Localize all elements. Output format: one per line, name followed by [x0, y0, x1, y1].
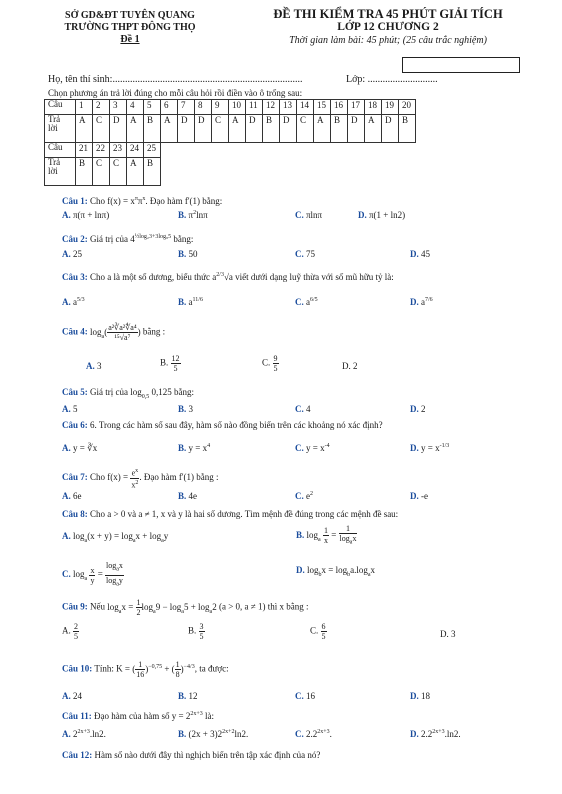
option-text: (2x + 3)2: [188, 729, 223, 739]
option-text: 4e: [188, 491, 198, 501]
question-8: [62, 509, 398, 519]
question-number: 9: [212, 100, 229, 115]
question-11: Câu 11: Đạo hàm của hàm số $y = 2^{2x+3}$ là:: [62, 711, 214, 721]
option-letter: B.: [178, 729, 187, 739]
option-c[interactable]: C. $e^2$: [295, 491, 313, 501]
option-a[interactable]: [62, 729, 106, 739]
option-a[interactable]: [62, 491, 82, 501]
option-letter: D.: [410, 249, 419, 259]
math-expression: $\log_{0,5} 0,125$: [130, 387, 172, 400]
math-expression: $2^{2x+3}$: [73, 729, 90, 739]
answer-cell[interactable]: A: [314, 115, 331, 143]
question-text: Cho f(x) =: [90, 472, 129, 483]
row-label: Câu: [45, 143, 76, 158]
question-label: Câu 5:: [62, 387, 88, 397]
option-text: 5: [73, 404, 78, 414]
department-name: SỞ GD&ĐT TUYÊN QUANG: [65, 10, 195, 21]
question-number: 4: [127, 100, 144, 115]
fraction-numerator: 9: [273, 354, 278, 363]
option-text: -e: [421, 491, 428, 501]
answer-cell[interactable]: D: [195, 115, 212, 143]
option-letter: A.: [62, 531, 71, 541]
student-info[interactable]: [48, 74, 528, 85]
question-2: [62, 234, 193, 244]
question-4: [62, 323, 165, 342]
answer-cell[interactable]: B: [331, 115, 348, 143]
option-letter: C.: [295, 249, 304, 259]
option-text: 2: [353, 361, 358, 371]
math-expression: $\log_a$( $\frac{\text{a²∛a²∜a⁴}}{\text{¹⁵√a⁷}}$ ): [90, 323, 141, 342]
exam-title: ĐỀ THI KIỂM TRA 45 PHÚT GIẢI TÍCH: [273, 7, 503, 21]
option-text: 25: [73, 249, 82, 259]
question-text: Hàm số nào dưới đây thì nghịch biến trên tập xác định của nó?: [94, 750, 321, 760]
option-text: y = ∛x: [73, 443, 98, 453]
question-10: [62, 660, 229, 679]
question-number: 13: [280, 100, 297, 115]
option-letter: B.: [178, 691, 187, 701]
option-d[interactable]: [342, 361, 358, 371]
answer-cell[interactable]: A: [365, 115, 382, 143]
option-b[interactable]: [178, 249, 198, 259]
option-letter: B.: [296, 529, 305, 540]
question-number: 14: [297, 100, 314, 115]
math-expression: $4^{\frac{1}{2}log_23+3log_85}$: [130, 234, 172, 244]
option-a[interactable]: [62, 210, 109, 220]
fraction-denominator: 5: [199, 632, 204, 641]
question-5: [62, 387, 194, 400]
header-left: [30, 10, 230, 46]
option-d[interactable]: [410, 297, 433, 307]
math-expression: $\log_a$ $\frac{x}{y}$ = $\frac{\log_ax}{\log_ay}$: [73, 561, 123, 588]
fraction-numerator: 3: [199, 622, 204, 631]
answer-cell[interactable]: B: [263, 115, 280, 143]
option-text: y = x: [306, 443, 325, 453]
option-b[interactable]: [178, 691, 198, 701]
option-text: .ln2.: [89, 729, 106, 739]
option-letter: A.: [62, 625, 71, 636]
option-text: π(π + lnπ): [73, 210, 110, 220]
question-12: [62, 750, 320, 760]
question-number: 18: [365, 100, 382, 115]
option-d[interactable]: D. $2.2^{2x+3}.\ln 2$.: [410, 729, 461, 739]
question-number: 2: [93, 100, 110, 115]
exam-code-box: [402, 57, 520, 73]
option-b[interactable]: B. $y = x^4$: [178, 443, 211, 453]
question-label: Câu 10:: [62, 663, 93, 674]
answer-cell[interactable]: D: [382, 115, 399, 143]
option-a[interactable]: [62, 443, 97, 454]
answer-cell[interactable]: B: [144, 158, 161, 186]
question-text: π: [137, 196, 143, 206]
option-letter: D.: [410, 443, 419, 453]
option-text: 50: [188, 249, 198, 259]
math-expression: $a^{5/3}$: [73, 297, 85, 307]
option-letter: A.: [62, 404, 71, 414]
question-text: là:: [202, 711, 214, 721]
option-text: ln2.: [234, 729, 249, 739]
row-label: Trả lời: [45, 115, 76, 143]
question-9: [62, 598, 308, 617]
option-c[interactable]: [262, 354, 279, 373]
option-d[interactable]: [410, 249, 430, 259]
math-expression: $\log_ax$ = $\frac{1}{2}$ $\log_a9 - \log_a5 + \log_a2$: [107, 598, 217, 617]
option-b[interactable]: [188, 622, 205, 641]
option-a[interactable]: [62, 249, 82, 259]
question-text: bằng:: [173, 234, 194, 244]
option-letter: C.: [295, 210, 304, 220]
question-text: 6. Trong các hàm số sau đây, hàm số nào đồng biến trên các khoảng nó xác định?: [90, 420, 383, 430]
option-text: 2: [421, 404, 426, 414]
option-c[interactable]: [310, 622, 327, 641]
answer-cell[interactable]: B: [144, 115, 161, 143]
option-c[interactable]: [295, 249, 315, 259]
question-6: [62, 420, 383, 430]
fraction-numerator: 12: [171, 354, 180, 363]
instruction: Chọn phương án trả lời đúng cho mỗi câu hỏi rồi điền vào ô trống sau:: [48, 88, 303, 98]
answer-cell[interactable]: A: [127, 158, 144, 186]
option-b[interactable]: [178, 297, 203, 307]
answer-cell[interactable]: D: [246, 115, 263, 143]
option-c[interactable]: [295, 297, 318, 307]
option-a[interactable]: [62, 622, 79, 641]
option-text: π: [188, 210, 194, 220]
option-letter: C.: [262, 357, 271, 368]
option-letter: D.: [358, 210, 367, 220]
math-expression: $a^{6/5}$: [306, 297, 318, 307]
question-number: 15: [314, 100, 331, 115]
school-name: TRƯỜNG THPT ĐÔNG THỌ: [64, 22, 196, 33]
option-letter: B.: [160, 357, 169, 368]
answer-cell[interactable]: C: [297, 115, 314, 143]
student-name-field[interactable]: Họ, tên thí sinh:............................................................................: [48, 74, 303, 85]
option-letter: D.: [296, 565, 305, 575]
row-label: Trả lời: [45, 158, 76, 186]
math-expression: $a^{7/6}$: [421, 297, 433, 307]
option-letter: A.: [62, 249, 71, 259]
table-row: [45, 158, 416, 186]
option-c[interactable]: [62, 561, 124, 589]
table-row: [45, 100, 416, 115]
question-label: Câu 4:: [62, 326, 88, 337]
option-text: πlnπ: [306, 210, 323, 220]
exam-duration: Thời gian làm bài: 45 phút; (25 câu trắc nghiệm): [289, 35, 487, 46]
math-expression: $a^{2/3}√a$: [212, 272, 233, 282]
question-number: 16: [331, 100, 348, 115]
question-text: Nếu: [90, 601, 106, 612]
header-right: [238, 8, 538, 47]
option-letter: A.: [62, 297, 71, 307]
option-b[interactable]: [178, 491, 197, 501]
question-text: . Đạo hàm f'(1) bằng :: [139, 472, 219, 483]
question-label: Câu 9:: [62, 601, 88, 612]
answer-cell[interactable]: C: [212, 115, 229, 143]
question-number: 6: [161, 100, 178, 115]
option-letter: C.: [295, 443, 304, 453]
question-label: Câu 1:: [62, 196, 88, 206]
question-number: 1: [76, 100, 93, 115]
option-text: 16: [306, 691, 315, 701]
question-text: Cho f(x) = x: [90, 196, 135, 206]
option-text: 3: [188, 404, 194, 414]
fraction-denominator: 5: [173, 364, 178, 373]
option-text: 3: [451, 629, 456, 639]
question-number: 21: [76, 143, 93, 158]
question-label: Câu 11:: [62, 711, 92, 721]
question-number: 7: [178, 100, 195, 115]
question-number: 3: [110, 100, 127, 115]
answer-cell[interactable]: C: [110, 158, 127, 186]
question-number: 12: [263, 100, 280, 115]
fraction-denominator: 5: [321, 632, 326, 641]
option-text: e: [306, 491, 310, 501]
student-class-field[interactable]: Lớp: ............................: [346, 74, 438, 85]
option-c[interactable]: [295, 404, 311, 414]
question-text: Giá trị của: [90, 234, 128, 244]
answer-cell[interactable]: A: [161, 115, 178, 143]
option-a[interactable]: [62, 531, 168, 544]
option-letter: C.: [295, 404, 304, 414]
option-text: 75: [306, 249, 315, 259]
option-text: 6e: [73, 491, 82, 501]
math-expression: $\log_a(x + y) = \log_ax + \log_ay$: [73, 531, 169, 544]
answer-cell[interactable]: C: [93, 115, 110, 143]
option-letter: A.: [62, 729, 71, 739]
option-d[interactable]: D. $y = x^{-1/3}$: [410, 443, 450, 453]
option-d[interactable]: [296, 565, 375, 578]
question-label: Câu 12:: [62, 750, 93, 760]
answer-cell[interactable]: A: [127, 115, 144, 143]
question-number: 10: [229, 100, 246, 115]
option-letter: C.: [295, 491, 304, 501]
option-text: 12: [188, 691, 198, 701]
option-letter: B.: [178, 297, 187, 307]
math-expression: $\log_a$ $\frac{1}{x}$ = $\frac{1}{\log_ax}$: [306, 524, 357, 546]
option-letter: A.: [62, 443, 71, 453]
option-letter: A.: [62, 691, 71, 701]
answer-cell[interactable]: D: [280, 115, 297, 143]
answer-cell[interactable]: D: [110, 115, 127, 143]
option-letter: D.: [410, 297, 419, 307]
option-text: 24: [73, 691, 82, 701]
question-text: Đạo hàm của hàm số y = 2: [94, 711, 191, 721]
question-number: 20: [399, 100, 416, 115]
option-a[interactable]: [62, 297, 85, 307]
question-number: 17: [348, 100, 365, 115]
option-text: 2.2: [306, 729, 318, 739]
row-label: Câu: [45, 100, 76, 115]
option-letter: A.: [86, 361, 95, 371]
question-7: [62, 467, 218, 489]
answer-cell[interactable]: C: [93, 158, 110, 186]
option-letter: A.: [62, 210, 71, 220]
question-label: Câu 7:: [62, 472, 88, 483]
question-number: 23: [110, 143, 127, 158]
question-text: Cho a là một số dương, biểu thức: [90, 272, 211, 282]
option-text: lnπ: [196, 210, 208, 220]
math-expression: $a^{11/6}$: [188, 297, 203, 307]
question-label: Câu 6:: [62, 420, 88, 430]
option-text: π(1 + ln2): [369, 210, 406, 220]
option-a[interactable]: [62, 691, 82, 701]
option-letter: B.: [178, 210, 187, 220]
fraction-numerator: 2: [74, 622, 78, 631]
option-letter: D.: [410, 729, 419, 739]
option-d[interactable]: [410, 491, 428, 501]
option-text: 3: [97, 361, 102, 371]
answer-cell[interactable]: B: [76, 158, 93, 186]
question-number: 8: [195, 100, 212, 115]
exam-subtitle: LỚP 12 CHƯƠNG 2: [337, 21, 439, 33]
option-letter: A.: [62, 491, 71, 501]
option-letter: D.: [410, 491, 419, 501]
answer-table: [44, 99, 416, 186]
option-b[interactable]: [160, 354, 181, 373]
question-text: Giá trị của: [90, 387, 128, 397]
question-1: Câu 1: Cho $f(x) = x^\pi\pi^x$. Đạo hàm f'(1) bằng:: [62, 196, 223, 206]
question-text: . Đạo hàm f'(1) bằng:: [145, 196, 223, 206]
question-text: (a > 0, a ≠ 1) thì x bằng :: [218, 601, 309, 612]
question-label: Câu 2:: [62, 234, 88, 244]
option-d[interactable]: [410, 691, 430, 701]
option-letter: C.: [310, 625, 319, 636]
option-b[interactable]: B. $\pi^2\ln\pi$: [178, 210, 208, 220]
answer-cell[interactable]: D: [348, 115, 365, 143]
option-text: 45: [421, 249, 430, 259]
option-letter: B.: [188, 625, 197, 636]
fraction-numerator: 6: [321, 622, 326, 631]
answer-cell[interactable]: B: [399, 115, 416, 143]
option-letter: B.: [178, 404, 187, 414]
question-number: 11: [246, 100, 263, 115]
question-text: Cho a > 0 và a ≠ 1, x và y là hai số dương. Tìm mệnh đề đúng trong các mệnh đề sau:: [90, 509, 399, 519]
option-c[interactable]: C. $y = x^{-4}$: [295, 443, 330, 453]
math-fraction: $\frac{e^x}{x^2}$: [131, 468, 139, 490]
option-letter: C.: [295, 729, 304, 739]
fraction-denominator: 5: [74, 632, 78, 641]
fraction-denominator: 5: [273, 364, 278, 373]
table-row: [45, 115, 416, 143]
answer-cell[interactable]: A: [229, 115, 246, 143]
option-b[interactable]: [296, 524, 357, 548]
option-text: 18: [421, 691, 430, 701]
question-text: , ta được:: [194, 663, 229, 674]
option-letter: B.: [178, 249, 187, 259]
option-c[interactable]: [295, 691, 315, 701]
option-letter: C.: [295, 297, 304, 307]
question-number: 24: [127, 143, 144, 158]
question-text: viết dưới dạng luỹ thừa với số mũ hữu tỷ là:: [235, 272, 394, 282]
option-text: 2.2: [421, 729, 433, 739]
math-expression: ( $\frac{1}{16}$ )$^{-0,75}$ + ( $\frac{1}{8}$ )$^{-4/3}$: [132, 660, 195, 679]
option-letter: D.: [342, 361, 351, 371]
question-number: 19: [382, 100, 399, 115]
option-c[interactable]: C. $2.2^{2x+3}$.: [295, 729, 332, 739]
option-a[interactable]: [62, 404, 78, 414]
option-text: .ln2.: [444, 729, 461, 739]
option-letter: B.: [178, 443, 187, 453]
option-letter: D.: [440, 629, 449, 639]
table-row: [45, 143, 416, 158]
option-letter: D.: [410, 691, 419, 701]
answer-cell[interactable]: D: [178, 115, 195, 143]
option-letter: B.: [178, 491, 187, 501]
option-letter: C.: [295, 691, 304, 701]
option-b[interactable]: [178, 404, 193, 414]
question-number: 5: [144, 100, 161, 115]
option-text: y = x: [188, 443, 208, 453]
option-letter: C.: [62, 569, 71, 580]
question-3: [62, 272, 394, 282]
option-letter: D.: [410, 404, 419, 414]
option-b[interactable]: B. $(2x + 3)2^{2x+2}\ln 2$.: [178, 729, 249, 739]
question-number: 22: [93, 143, 110, 158]
exam-code: Đề 1: [120, 34, 140, 45]
option-d[interactable]: [440, 629, 456, 639]
question-label: Câu 3:: [62, 272, 88, 282]
question-number: 25: [144, 143, 161, 158]
question-text: Tính: K =: [94, 663, 130, 674]
question-text: bằng:: [174, 387, 195, 397]
question-text: bằng :: [142, 326, 166, 337]
question-label: Câu 8:: [62, 509, 88, 519]
math-expression: $\log_bx = \log_ba.\log_ax$: [307, 565, 376, 578]
answer-cell[interactable]: A: [76, 115, 93, 143]
option-d[interactable]: [410, 404, 426, 414]
option-text: y = x: [421, 443, 440, 453]
option-c[interactable]: [295, 210, 322, 220]
option-d[interactable]: [358, 210, 405, 220]
option-a[interactable]: [86, 361, 102, 371]
option-text: 4: [306, 404, 311, 414]
